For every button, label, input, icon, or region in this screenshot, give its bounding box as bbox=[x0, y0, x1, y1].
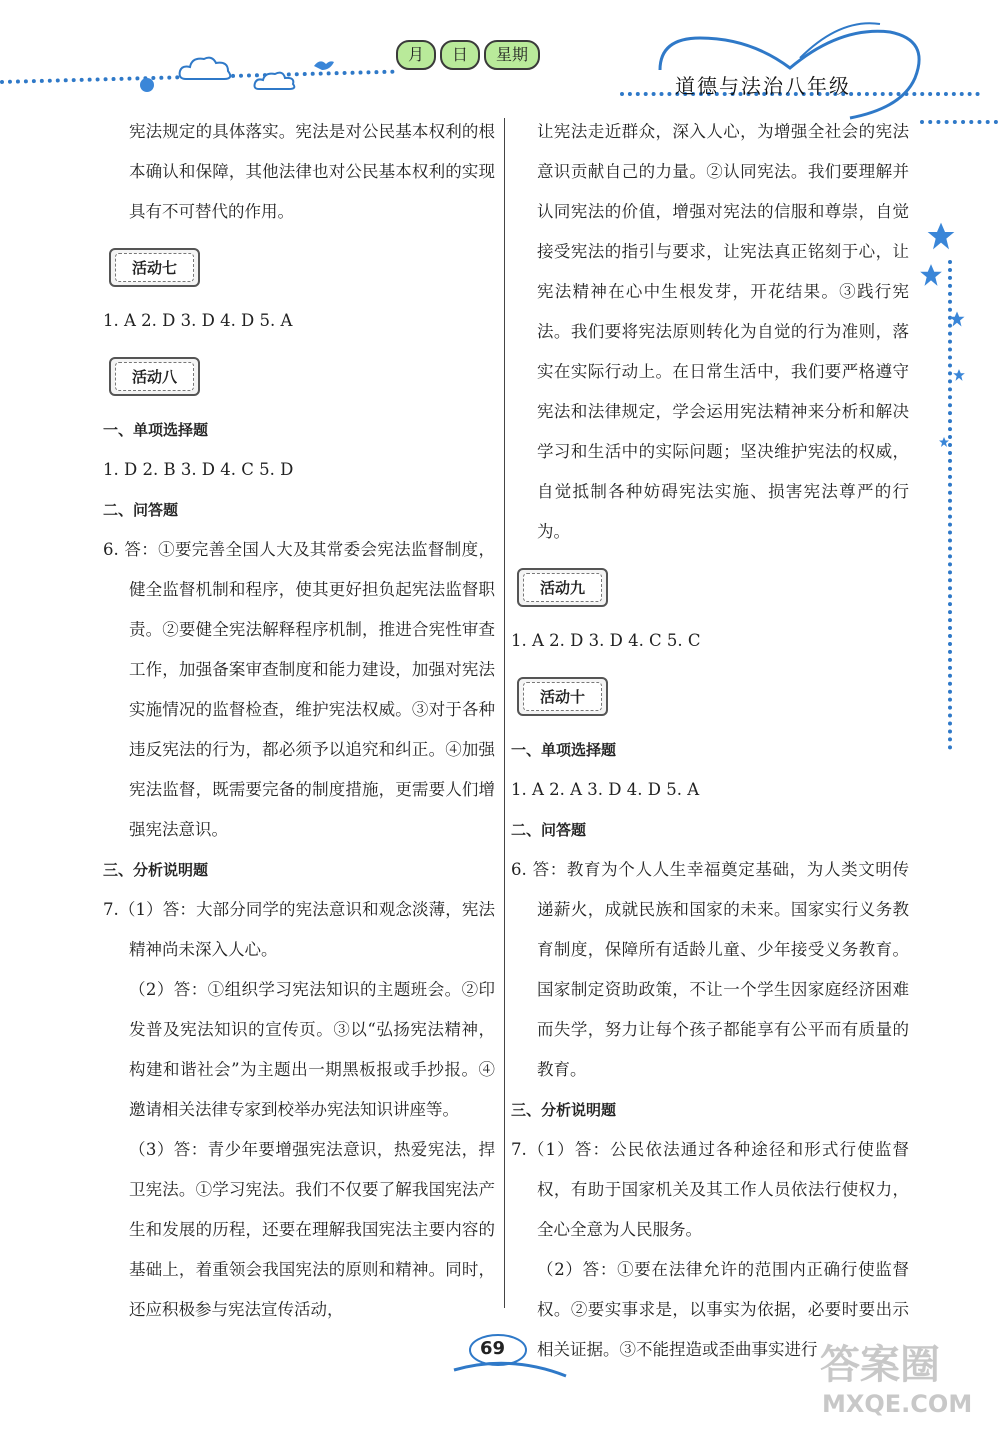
answer-paragraph: （2）答：①要在法律允许的范围内正确行使监督权。②要实事求是，以事实为依据，必要时要出示相关证据。③不能捏造或歪曲事实进行 bbox=[537, 1260, 909, 1359]
answer-paragraph: （3）答：青少年要增强宪法意识，热爱宪法，捍卫宪法。①学习宪法。我们不仅要了解我国宪法产生和发展的历程，还要在理解我国宪法主要内容的基础上，着重领会我国宪法的原则和精神。同时，还应积极参与宪法宣传活动， bbox=[129, 1140, 495, 1319]
star-icon bbox=[918, 262, 944, 288]
section-heading: 一、单项选择题 bbox=[511, 741, 617, 759]
question-answer: 6. 答：①要完善全国人大及其常委会宪法监督制度，健全监督机制和程序，使其更好担负起宪法监督职责。②要健全宪法解释程序机制，推进合宪性审查工作，加强备案审查制度和能力建设，加强对宪法实施情况的监督检查，维护宪法权威。③对于各种违反宪法的行为，都必须予以追究和纠正。④加强宪法监督，既需要完备的制度措施，更需要人们增强宪法意识。 bbox=[103, 540, 495, 839]
weekday-box: 星期 bbox=[484, 40, 540, 70]
page-number: 69 bbox=[480, 1338, 506, 1359]
question-answer: 7.（1）答：大部分同学的宪法意识和观念淡薄，宪法精神尚未深入人心。 bbox=[103, 900, 495, 959]
activity-badge bbox=[517, 677, 608, 716]
svg-text:答案圈: 答案圈 bbox=[820, 1342, 940, 1388]
section-heading: 三、分析说明题 bbox=[103, 861, 209, 879]
star-icon bbox=[952, 368, 966, 382]
right-margin-dotted-line bbox=[948, 260, 952, 750]
section-heading: 二、问答题 bbox=[511, 821, 587, 839]
activity-badge-label: 活动十 bbox=[523, 682, 602, 711]
month-box: 月 bbox=[396, 40, 436, 70]
answer-paragraph: （2）答：①组织学习宪法知识的主题班会。②印发普及宪法知识的宣传页。③以“弘扬宪法精神，构建和谐社会”为主题出一期黑板报或手抄报。④邀请相关法律专家到校举办宪法知识讲座等。 bbox=[129, 980, 495, 1119]
star-icon bbox=[925, 220, 957, 252]
section-heading: 一、单项选择题 bbox=[103, 421, 209, 439]
bird-icon bbox=[312, 56, 336, 74]
right-column bbox=[511, 112, 909, 1370]
left-column bbox=[103, 112, 495, 1330]
subject-title: 道德与法治八年级 bbox=[675, 74, 851, 98]
cloud-icon bbox=[178, 55, 234, 83]
activity-badge bbox=[109, 248, 200, 287]
choice-answers: 1. A 2. A 3. D 4. D 5. A bbox=[511, 780, 700, 799]
watermark-logo bbox=[810, 1330, 990, 1420]
activity-badge-label: 活动九 bbox=[523, 573, 602, 602]
choice-answers: 1. D 2. B 3. D 4. C 5. D bbox=[103, 460, 294, 479]
activity-badge bbox=[109, 357, 200, 396]
section-heading: 三、分析说明题 bbox=[511, 1101, 617, 1119]
date-boxes bbox=[396, 40, 540, 70]
answer-paragraph: 宪法规定的具体落实。宪法是对公民基本权利的根本确认和保障，其他法律也对公民基本权利的实现具有不可替代的作用。 bbox=[129, 122, 495, 221]
column-divider bbox=[504, 118, 505, 1308]
star-icon bbox=[938, 436, 950, 448]
question-answer: 7.（1）答：公民依法通过各种途径和形式行使监督权，有助于国家机关及其工作人员依法行使权力，全心全意为人民服务。 bbox=[511, 1140, 909, 1239]
header-dotted-line-lower bbox=[920, 120, 998, 124]
choice-answers: 1. A 2. D 3. D 4. D 5. A bbox=[103, 311, 293, 330]
question-answer: 6. 答：教育为个人人生幸福奠定基础，为人类文明传递薪火，成就民族和国家的未来。国家实行义务教育制度，保障所有适龄儿童、少年接受义务教育。国家制定资助政策，不让一个学生因家庭经济困难而失学，努力让每个孩子都能享有公平而有质量的教育。 bbox=[511, 860, 909, 1079]
flower-icon bbox=[138, 76, 156, 94]
star-icon bbox=[948, 310, 966, 328]
page-number-swoosh-icon bbox=[450, 1330, 570, 1382]
choice-answers: 1. A 2. D 3. D 4. C 5. C bbox=[511, 631, 701, 650]
activity-badge-label: 活动七 bbox=[115, 253, 194, 282]
activity-badge bbox=[517, 568, 608, 607]
cloud-icon bbox=[253, 70, 297, 92]
answer-paragraph: 让宪法走近群众，深入人心，为增强全社会的宪法意识贡献自己的力量。②认同宪法。我们要理解并认同宪法的价值，增强对宪法的信服和尊崇，自觉接受宪法的指引与要求，让宪法真正铭刻于心，让宪法精神在心中生根发芽，开花结果。③践行宪法。我们要将宪法原则转化为自觉的行为准则，落实在实际行动上。在日常生活中，我们要严格遵守宪法和法律规定，学会运用宪法精神来分析和解决学习和生活中的实际问题；坚决维护宪法的权威，自觉抵制各种妨碍宪法实施、损害宪法尊严的行为。 bbox=[537, 122, 909, 541]
section-heading: 二、问答题 bbox=[103, 501, 179, 519]
day-box: 日 bbox=[440, 40, 480, 70]
svg-text:MXQE.COM: MXQE.COM bbox=[822, 1390, 973, 1418]
activity-badge-label: 活动八 bbox=[115, 362, 194, 391]
